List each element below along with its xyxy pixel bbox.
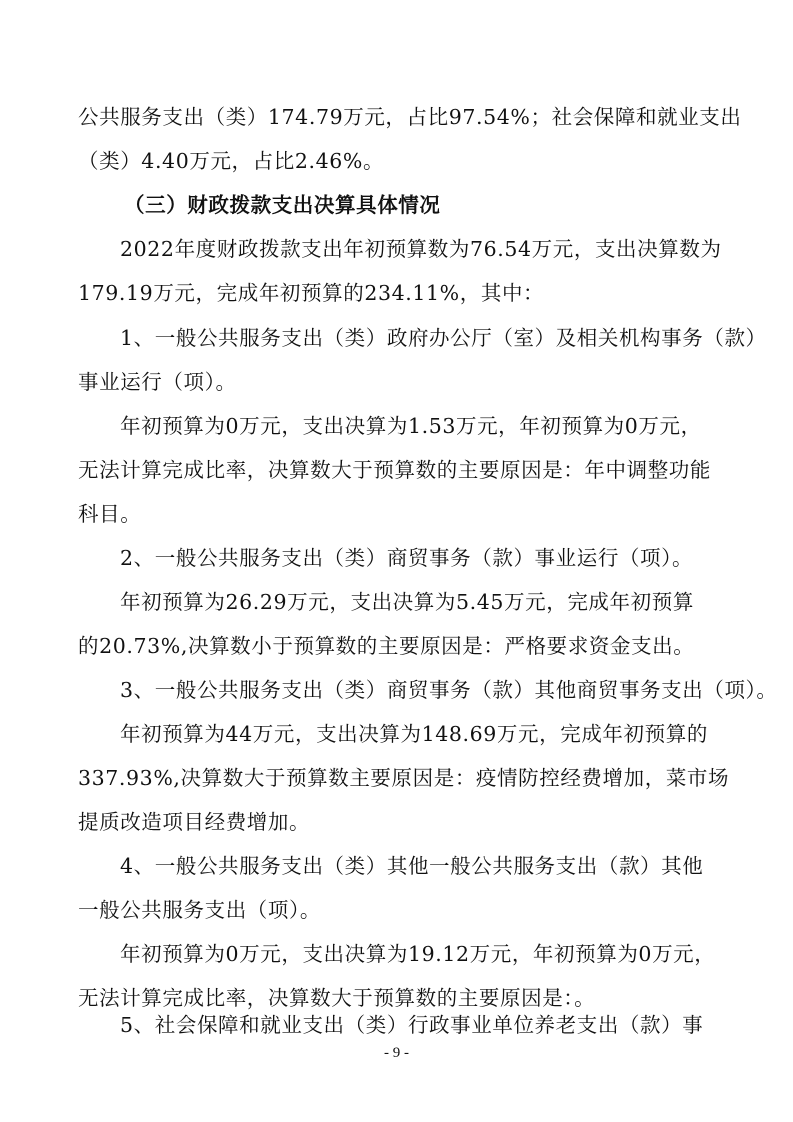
section-heading: （三）财政拨款支出决算具体情况 [124,193,441,217]
item-heading-1: 1、一般公共服务支出（类）政府办公厅（室）及相关机构事务（款） [120,326,767,350]
item-heading-2: 2、一般公共服务支出（类）商贸事务（款）事业运行（项）。 [120,546,694,570]
item-heading-5: 5、社会保障和就业支出（类）行政事业单位养老支出（款）事 [120,1013,704,1037]
paragraph-line: 337.93%,决算数大于预算数主要原因是：疫情防控经费增加，菜市场 [78,766,730,790]
paragraph-line: 无法计算完成比率，决算数大于预算数的主要原因是：年中调整功能 [78,458,711,482]
page-number: - 9 - [384,1045,409,1061]
paragraph-line: 的20.73%,决算数小于预算数的主要原因是：严格要求资金支出。 [78,634,695,658]
paragraph-line: 年初预算为0万元，支出决算为1.53万元，年初预算为0万元， [120,414,702,438]
paragraph-line: 年初预算为0万元，支出决算为19.12万元，年初预算为0万元， [120,942,716,966]
paragraph-line: 事业运行（项）。 [78,370,237,394]
paragraph-line: 年初预算为44万元，支出决算为148.69万元，完成年初预算的 [120,722,708,746]
paragraph-line: 无法计算完成比率，决算数大于预算数的主要原因是：。 [78,986,596,1010]
paragraph-line: 年初预算为26.29万元，支出决算为5.45万元，完成年初预算 [120,590,694,614]
item-heading-3: 3、一般公共服务支出（类）商贸事务（款）其他商贸事务支出（项）。 [120,678,778,702]
paragraph-line: 2022年度财政拨款支出年初预算数为76.54万元，支出决算数为 [120,237,722,261]
paragraph-line: 179.19万元，完成年初预算的234.11%，其中： [78,281,545,305]
item-heading-4: 4、一般公共服务支出（类）其他一般公共服务支出（款）其他 [120,854,704,878]
paragraph-line: 公共服务支出（类）174.79万元，占比97.54%；社会保障和就业支出 [78,105,742,129]
paragraph-line: （类）4.40万元，占比2.46%。 [78,149,385,173]
paragraph-line: 提质改造项目经费增加。 [78,810,311,834]
paragraph-line: 科目。 [78,502,142,526]
paragraph-line: 一般公共服务支出（项）。 [78,898,321,922]
